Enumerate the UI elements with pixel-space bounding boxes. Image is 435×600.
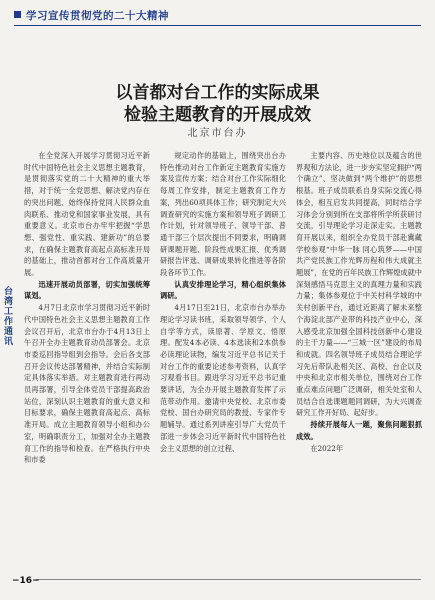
article-body: [24, 150, 422, 570]
section-header: [0, 0, 435, 30]
paragraph: 4月7日北京市学习贯彻习近平新时代中国特色社会主义思想主题教育工作会议召开后，北京市台办于4月13日上午召开全办主题教育动员部署会。北京市委巡回指导组到会指导。会后各支部召开会议传达部署精神，并结合实际制定具体落实举措。对主题教育进行再动员再部署，引导全体党员干部提高政治站位，深刻认识主题教育的重大意义和目标要求，确保主题教育高起点、高标准开局。成立主题教育领导小组和办公室，明确职责分工，加强对全办主题教育工作的指导和检查。在严格执行中央和市委: [24, 303, 150, 465]
section-marker-icon: [14, 11, 21, 18]
header-rule: [14, 25, 421, 26]
paragraph: 主要内容、历史地位以及蕴含的世界观和方法论，进一步夯实坚定拥护“两个确立”、坚决做到“两个维护”的思想根基。班子成员联系自身实际交流心得体会，相互启发共同提高，同时结合学习体会分别到所在支部将所学所获研讨交流，引导理论学习走深走实。主题教育开展以来，组织全办党员干部赴冀藏学校参观“中华一脉 同心筑梦——中国共产党民族工作光辉历程和伟大成就主题展”，在党的百年民族工作辉煌成就中深刻感悟马克思主义的真理力量和实践力量；集体参观位于中关村科学城的中关村创新平台，通过近距离了解未来整个海淀北部产业带的科技产业中心，深入感受北京加强全国科技创新中心建设的主干力量——“三城一区”建设的布局和成就。四名领导班子成员结合理论学习先后带队赴相关区、高校、台企以及中央和北京市相关单位，围绕对台工作重点难点问题广泛调研，相关处室和人员结合自选课题题同调研，为大兴调查研究工作开好局、起好步。: [296, 151, 422, 418]
paragraph: 规定动作的基础上，围绕突出台办特色推动对台工作新定主题教育实施方案及宣传方案；结合对台工作实际细化每周工作安排，制定主题教育工作方案，列出60项具体工作；研究制定大兴调查研究的实施方案和领导班子调研工作计划，针对领导班子、领导干部、普通干部三个层次提出不同要求，明确调研课题开题、阶段性成果汇报、优秀调研报告评选、调研成果转化推进等各阶段各环节工作。: [160, 151, 286, 278]
text-column-3: [296, 150, 422, 570]
paragraph: 认真安排理论学习，精心组织集体调研。: [160, 279, 286, 301]
text-column-2: [160, 150, 286, 570]
paragraph: 在全党深入开展学习贯彻习近平新时代中国特色社会主义思想主题教育，是贯彻落实党的二十大精神的重大举措，对于统一全党思想、解决党内存在的突出问题、始终保持党同人民群众血肉联系、推动党和国家事业发展，具有重要意义。北京市台办牢牢把握“学思想、强党性、重实践、建新功”的总要求，在确保主题教育高起点高标准开局的基础上，推动首都对台工作高质量开展。: [24, 151, 150, 278]
paragraph: 迅速开展动员部署，切实加强统筹谋划。: [24, 279, 150, 301]
publication-side-label: 台湾工作通讯: [2, 286, 12, 346]
text-column-1: [24, 150, 150, 570]
section-title: 学习宣传贯彻党的二十大精神: [26, 10, 169, 22]
footer-rule: [36, 579, 421, 580]
article-title-line2: 检验主题教育的开展成效: [124, 105, 311, 125]
article-title-line1: 以首都对台工作的实际成果: [115, 83, 320, 103]
article-byline: 北京市台办: [187, 128, 248, 139]
paragraph: 持续开展每人一题，聚焦问题狠抓成效。: [296, 420, 422, 441]
paragraph: 在2022年: [310, 443, 344, 453]
page-number: −16−: [12, 576, 40, 586]
paragraph: 4月17日至21日，北京市台办举办理论学习读书班，采取领导领学、个人自学等方式，读原著、学原文、悟原理。配发4本必读、4本选读和2本供参必读理论读物，编发习近平总书记关于对台工作的重要论述参考资料，认真学习观看书目。跟进学习习近平总书记重要讲话，为全办开展主题教育发挥了示范带动作用。邀请中央党校、北京市委党校、国台办研究局的教授、专家作专题辅导。通过系列讲座引导广大党员干部进一步体会习近平新时代中国特色社会主义思想的创立过程、: [160, 303, 286, 453]
